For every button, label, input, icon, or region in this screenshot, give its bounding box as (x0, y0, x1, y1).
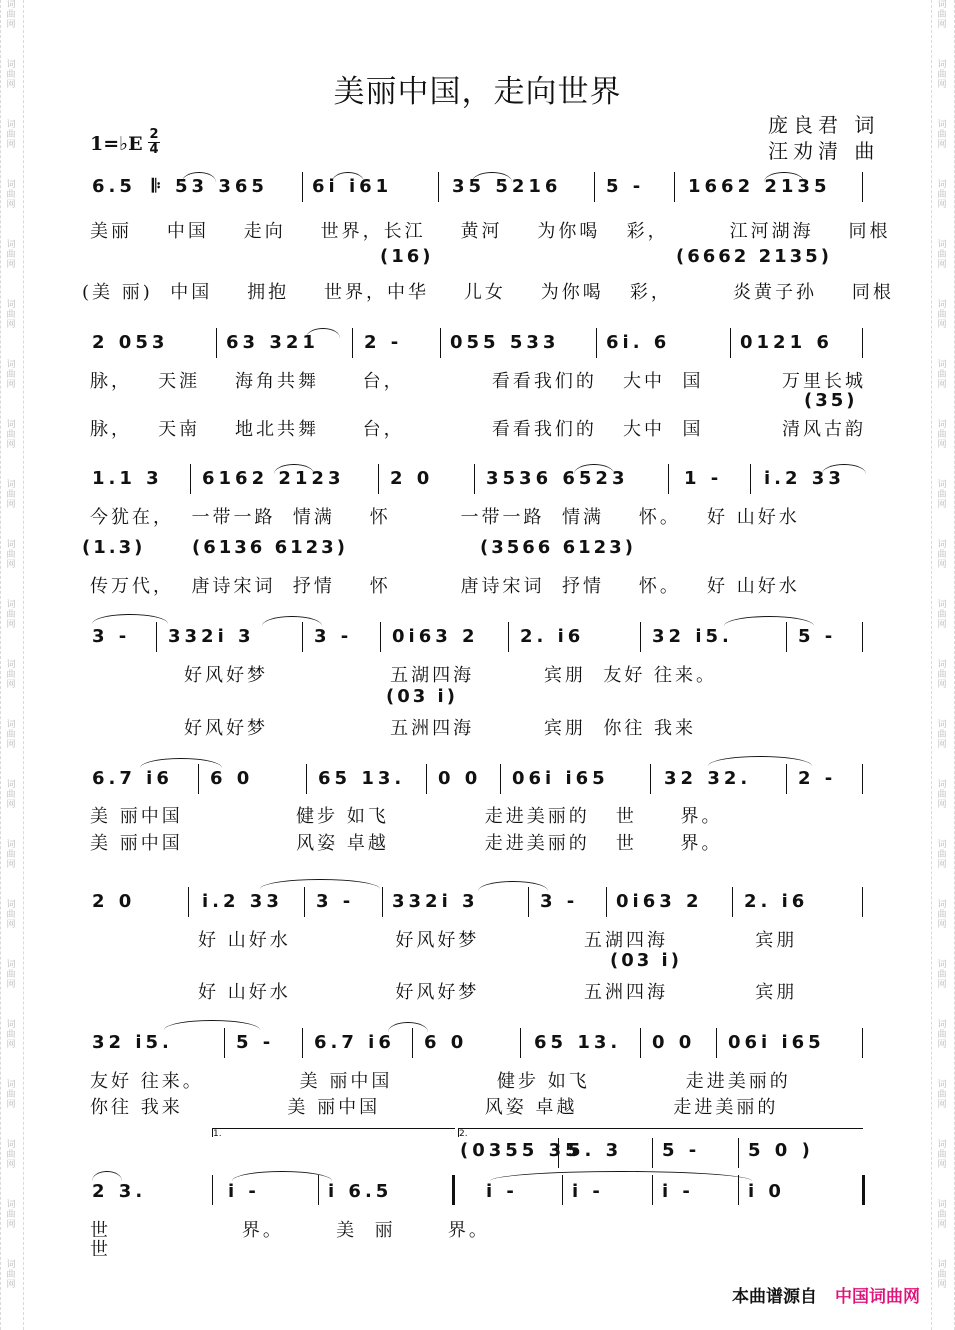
tie (708, 756, 812, 766)
watermark-text: 词 曲 网 (937, 420, 947, 450)
watermark-text: 词 曲 网 (937, 1020, 947, 1050)
measure: 5 - (662, 1140, 701, 1161)
slur (92, 1171, 122, 1181)
measure: i.2 33 (202, 891, 283, 912)
measure: 06i i65 (728, 1032, 825, 1053)
watermark-text: 词 曲 网 (6, 780, 16, 810)
watermark-text: 词 曲 网 (937, 960, 947, 990)
meter-bottom: 4 (149, 142, 159, 157)
measure: i 0 (748, 1181, 785, 1202)
watermark-text: 词 曲 网 (6, 1200, 16, 1230)
watermark-text: 词 曲 网 (6, 240, 16, 270)
final-barline (862, 1175, 865, 1205)
barline (426, 764, 427, 794)
lyrics-verse-1: 美丽 中国 走向 世界，长江 黄河 为你喝 彩， 江河湖海 同根 (90, 221, 891, 242)
measure: 63 321 (226, 332, 319, 353)
barline (730, 328, 731, 358)
alt-notes: (1.3) (82, 537, 146, 558)
tie (164, 1020, 260, 1030)
measure: 3 - (316, 891, 355, 912)
alt-notes: (6136 6123) (192, 537, 348, 558)
alt-notes: (6662 2135) (676, 246, 832, 267)
barline (382, 887, 383, 917)
barline (302, 172, 303, 202)
barline (862, 172, 863, 202)
watermark-text: 词 曲 网 (937, 600, 947, 630)
alt-notes: (03 i) (610, 950, 682, 971)
barline (520, 1028, 521, 1058)
watermark-text: 词 曲 网 (6, 840, 16, 870)
tie (92, 614, 168, 624)
page-title: 美丽中国，走向世界 (333, 74, 622, 110)
watermark-text: 词 曲 网 (937, 540, 947, 570)
slur (764, 172, 804, 182)
measure: 32 i5. (92, 1032, 173, 1053)
tie (260, 879, 380, 889)
measure: 0 0 (652, 1032, 696, 1053)
measure: 6.5 (92, 176, 136, 197)
second-ending-bracket (458, 1128, 863, 1137)
measure: 𝄆 53 365 (152, 176, 268, 197)
second-ending-label: 2. (459, 1129, 468, 1139)
measure: 3536 6523 (486, 468, 629, 489)
lyrics-verse-2: 传万代， 唐诗宋词 抒情 怀 唐诗宋词 抒情 怀。 好 山好水 (90, 576, 800, 597)
alt-notes: (16) (380, 246, 434, 267)
measure: 1.1 3 (92, 468, 163, 489)
watermark-text: 词 曲 网 (937, 60, 947, 90)
measure: (0355 35 (460, 1140, 582, 1161)
lyrics-verse-1: 美 丽中国 健步 如飞 走进美丽的 世 界。 (90, 806, 723, 827)
measure: i - (662, 1181, 694, 1202)
watermark-text: 词 曲 网 (937, 120, 947, 150)
watermark-text: 词 曲 网 (6, 540, 16, 570)
tie (478, 881, 548, 891)
barline (786, 764, 787, 794)
watermark-text: 词 曲 网 (937, 1140, 947, 1170)
barline (596, 328, 597, 358)
barline (594, 172, 595, 202)
barline (862, 887, 863, 917)
slur (472, 172, 512, 182)
measure: 6i i61 (312, 176, 393, 197)
barline (198, 764, 199, 794)
barline (378, 464, 379, 494)
barline (738, 1138, 739, 1168)
lyrics-verse-2: 世 (90, 1239, 111, 1260)
lyrics-verse-2: 脉， 天南 地北共舞 台， 看看我们的 大中 国 清风古韵 (90, 419, 866, 440)
measure: 6i. 6 (606, 332, 671, 353)
watermark-text: 词 曲 网 (6, 420, 16, 450)
lyricist-credit: 庞良君 词 (768, 113, 880, 137)
key-signature: 1=♭E (90, 133, 143, 155)
source-site-link[interactable]: 中国词曲网 (835, 1287, 920, 1307)
barline (508, 622, 509, 652)
lyrics-verse-2: 你往 我来 美 丽中国 风姿 卓越 走进美丽的 (90, 1097, 779, 1118)
watermark-text: 词 曲 网 (6, 1080, 16, 1110)
watermark-text: 词 曲 网 (6, 120, 16, 150)
measure: 2 0 (92, 891, 136, 912)
measure: 6.7 i6 (92, 768, 173, 789)
composer-credit: 汪劝清 曲 (768, 139, 880, 163)
watermark-text: 词 曲 网 (937, 180, 947, 210)
barline (440, 328, 441, 358)
measure: 332i 3 (392, 891, 479, 912)
measure: 0i63 2 (616, 891, 703, 912)
right-watermark-strip (931, 0, 955, 1330)
watermark-text: 词 曲 网 (6, 0, 16, 30)
watermark-text: 词 曲 网 (6, 1260, 16, 1290)
source-footer (732, 1282, 920, 1307)
measure: 32 i5. (652, 626, 733, 647)
barline (528, 887, 529, 917)
watermark-text: 词 曲 网 (6, 480, 16, 510)
measure: 5 - (606, 176, 645, 197)
lyrics-verse-2: 好风好梦 五洲四海 宾朋 你往 我来 (184, 718, 697, 739)
watermark-text: 词 曲 网 (937, 240, 947, 270)
measure: 2 - (798, 768, 837, 789)
barline (716, 1028, 717, 1058)
measure: 6.7 i6 (314, 1032, 395, 1053)
measure: 0 0 (438, 768, 482, 789)
alt-notes: (35) (804, 390, 858, 411)
slur (274, 464, 314, 474)
lyrics-verse-2: (美 丽) 中国 拥抱 世界，中华 儿女 为你喝 彩， 炎黄子孙 同根 (82, 282, 894, 303)
watermark-text: 词 曲 网 (937, 1200, 947, 1230)
measure: 2 0 (390, 468, 434, 489)
left-watermark-strip (0, 0, 24, 1330)
measure: 3 - (540, 891, 579, 912)
measure: 65 13. (534, 1032, 622, 1053)
barline (302, 1028, 303, 1058)
measure: 5 0 ) (748, 1140, 814, 1161)
tie (140, 758, 222, 768)
barline (786, 622, 787, 652)
measure: 65 13. (318, 768, 406, 789)
measure: 0i63 2 (392, 626, 479, 647)
measure: 2 053 (92, 332, 169, 353)
slur (306, 328, 340, 338)
measure: 332i 3 (168, 626, 255, 647)
barline (306, 764, 307, 794)
barline (156, 622, 157, 652)
measure: 5 - (798, 626, 837, 647)
barline (732, 887, 733, 917)
watermark-text: 词 曲 网 (937, 480, 947, 510)
watermark-text: 词 曲 网 (6, 1020, 16, 1050)
watermark-text: 词 曲 网 (6, 600, 16, 630)
measure: 32 32. (664, 768, 752, 789)
lyrics-verse-1: 今犹在， 一带一路 情满 怀 一带一路 情满 怀。 好 山好水 (90, 507, 800, 528)
tie (388, 1022, 428, 1032)
watermark-text: 词 曲 网 (937, 360, 947, 390)
lyrics-verse-1: 世 界。 美 丽 界。 (90, 1220, 490, 1241)
barline (606, 887, 607, 917)
barline (862, 764, 863, 794)
measure: 2. i6 (520, 626, 585, 647)
slur (332, 172, 364, 182)
tie (232, 1171, 332, 1181)
watermark-text: 词 曲 网 (937, 0, 947, 30)
watermark-text: 词 曲 网 (937, 720, 947, 750)
barline (640, 622, 641, 652)
measure: i - (228, 1181, 260, 1202)
slur (574, 464, 614, 474)
measure: 6 0 (424, 1032, 468, 1053)
barline (674, 172, 675, 202)
barline (438, 172, 439, 202)
measure: 6 0 (210, 768, 254, 789)
measure: 0121 6 (740, 332, 833, 353)
barline (352, 328, 353, 358)
watermark-text: 词 曲 网 (6, 360, 16, 390)
slur (822, 464, 866, 474)
repeat-end-barline (452, 1175, 455, 1205)
tie (262, 616, 322, 626)
barline (862, 622, 863, 652)
measure: i.2 33 (764, 468, 845, 489)
watermark-text: 词 曲 网 (6, 300, 16, 330)
barline (474, 464, 475, 494)
barline (304, 887, 305, 917)
lyrics-verse-1: 好风好梦 五湖四海 宾朋 友好 往来。 (184, 665, 718, 686)
alt-notes: (03 i) (386, 686, 458, 707)
measure: 2 3. (92, 1181, 147, 1202)
lyrics-verse-2: 好 山好水 好风好梦 五洲四海 宾朋 (198, 982, 798, 1003)
measure: 3 - (92, 626, 131, 647)
measure: i 6.5 (328, 1181, 393, 1202)
first-ending-bracket (212, 1128, 455, 1137)
time-signature (148, 128, 160, 157)
measure: 35 5216 (452, 176, 562, 197)
lyrics-verse-2: 美 丽中国 风姿 卓越 走进美丽的 世 界。 (90, 833, 723, 854)
barline (224, 1028, 225, 1058)
watermark-text: 词 曲 网 (6, 660, 16, 690)
barline (652, 1138, 653, 1168)
watermark-text: 词 曲 网 (6, 720, 16, 750)
alt-notes: (3566 6123) (480, 537, 636, 558)
watermark-text: 词 曲 网 (937, 300, 947, 330)
measure: i - (486, 1181, 518, 1202)
watermark-text: 词 曲 网 (6, 60, 16, 90)
barline (380, 622, 381, 652)
watermark-text: 词 曲 网 (6, 180, 16, 210)
lyrics-verse-1: 脉， 天涯 海角共舞 台， 看看我们的 大中 国 万里长城 (90, 371, 866, 392)
barline (668, 464, 669, 494)
measure: 6162 2123 (202, 468, 345, 489)
first-ending-label: 1. (213, 1129, 222, 1139)
barline (862, 328, 863, 358)
meter-top: 2 (149, 127, 159, 142)
watermark-text: 词 曲 网 (937, 780, 947, 810)
measure: 3 - (314, 626, 353, 647)
lyrics-verse-1: 好 山好水 好风好梦 五湖四海 宾朋 (198, 930, 798, 951)
watermark-text: 词 曲 网 (937, 900, 947, 930)
measure: 06i i65 (512, 768, 609, 789)
barline (412, 1028, 413, 1058)
measure: 2. i6 (744, 891, 809, 912)
barline (558, 1138, 559, 1168)
watermark-text: 词 曲 网 (6, 960, 16, 990)
measure: i - (572, 1181, 604, 1202)
watermark-text: 词 曲 网 (937, 840, 947, 870)
barline (750, 464, 751, 494)
watermark-text: 词 曲 网 (937, 1260, 947, 1290)
barline (216, 328, 217, 358)
source-label: 本曲谱源自 (732, 1287, 817, 1307)
measure: 5 - (236, 1032, 275, 1053)
watermark-text: 词 曲 网 (937, 1080, 947, 1110)
barline (500, 764, 501, 794)
tie (724, 616, 814, 626)
barline (188, 887, 189, 917)
slur (182, 172, 216, 182)
lyrics-verse-1: 友好 往来。 美 丽中国 健步 如飞 走进美丽的 (90, 1071, 791, 1092)
barline (862, 1028, 863, 1058)
measure: 5. 3 (568, 1140, 623, 1161)
barline (302, 622, 303, 652)
watermark-text: 词 曲 网 (6, 1140, 16, 1170)
measure: 2 - (364, 332, 403, 353)
barline (212, 1175, 213, 1205)
barline (650, 764, 651, 794)
watermark-text: 词 曲 网 (937, 660, 947, 690)
barline (640, 1028, 641, 1058)
measure: 1662 2135 (688, 176, 831, 197)
tie (490, 1171, 752, 1181)
measure: 055 533 (450, 332, 560, 353)
barline (190, 464, 191, 494)
measure: 1 - (684, 468, 723, 489)
watermark-text: 词 曲 网 (6, 900, 16, 930)
